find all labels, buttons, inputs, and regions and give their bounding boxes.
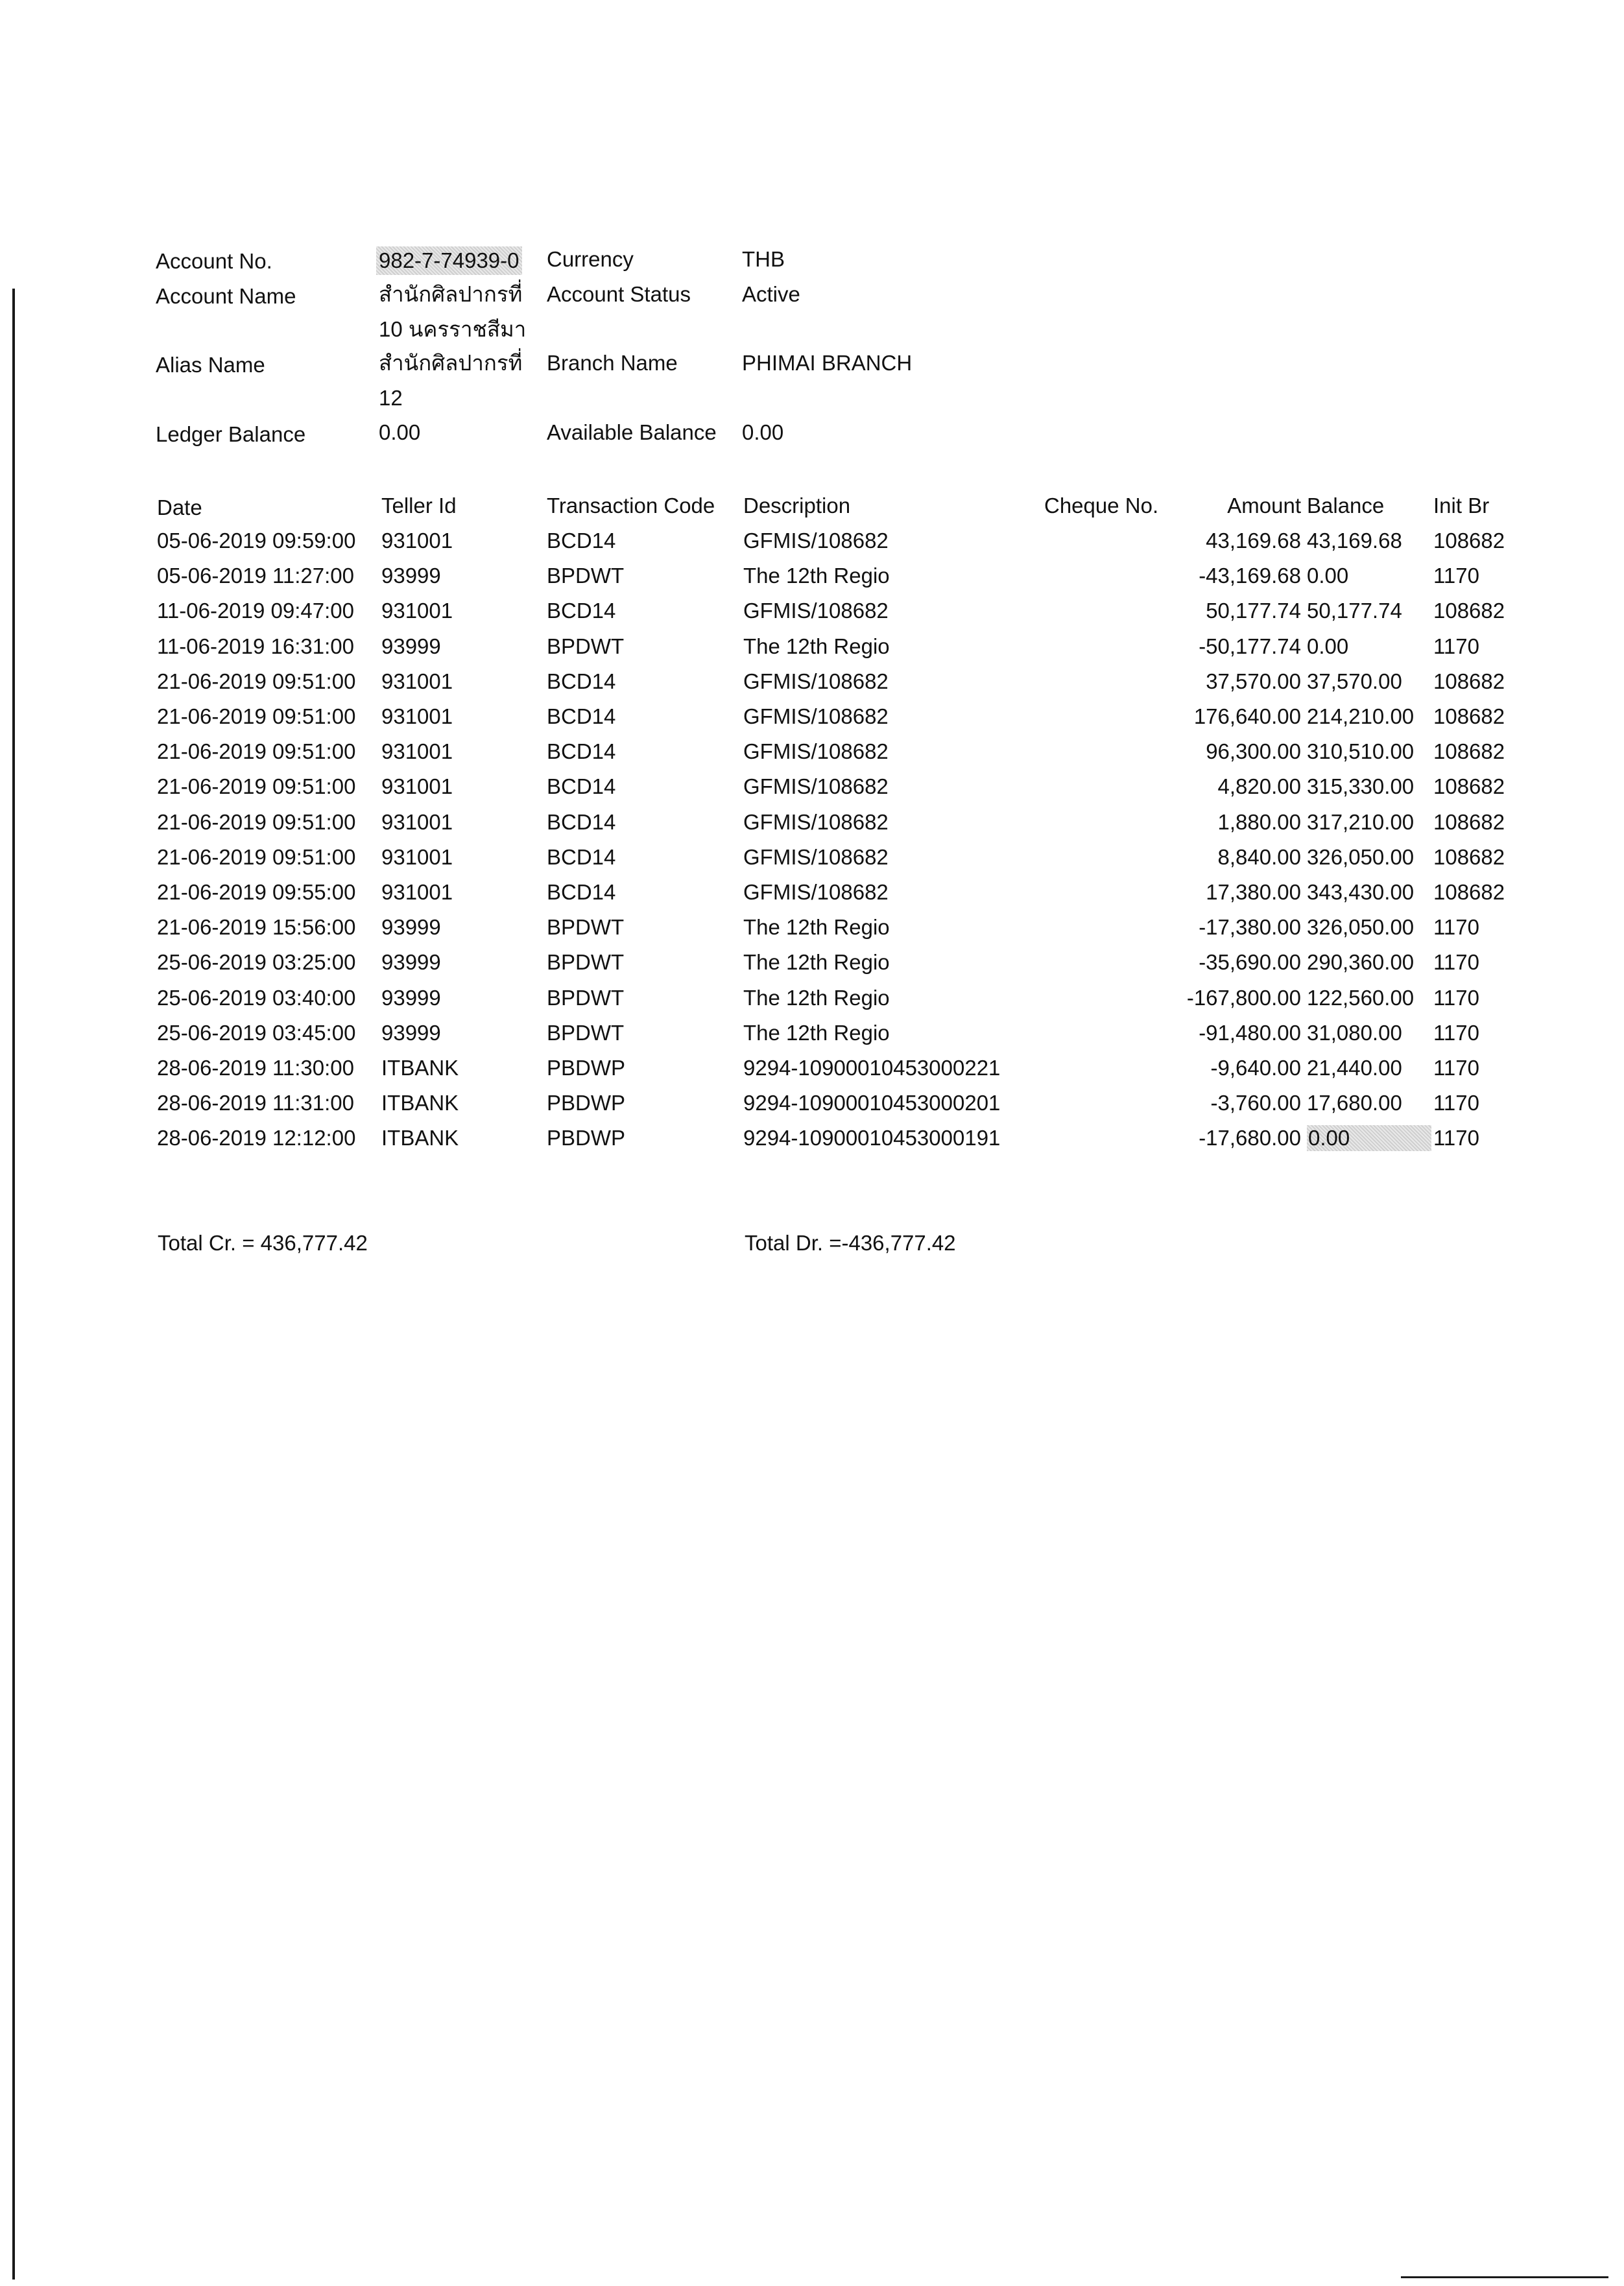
cell-balance: 17,680.00 [1307, 1091, 1402, 1115]
cell-date: 21-06-2019 09:51:00 [157, 669, 356, 693]
cell-transaction-code: PBDWP [547, 1126, 626, 1150]
cell-description: The 12th Regio [743, 915, 890, 940]
account-no-label: Account No. [156, 249, 272, 273]
header-transaction-code: Transaction Code [547, 494, 715, 518]
cell-date: 21-06-2019 15:56:00 [157, 915, 356, 940]
scan-edge-line-left [12, 289, 15, 2280]
cell-transaction-code: BPDWT [547, 1020, 625, 1045]
cell-description: The 12th Regio [743, 564, 890, 588]
ledger-balance-value: 0.00 [379, 420, 421, 444]
cell-balance: 50,177.74 [1307, 599, 1402, 623]
cell-description: GFMIS/108682 [743, 599, 889, 623]
cell-teller-id: 93999 [381, 985, 441, 1010]
branch-name-label: Branch Name [547, 351, 678, 375]
cell-description: 9294-10900010453000191 [743, 1126, 1001, 1150]
cell-date: 21-06-2019 09:51:00 [157, 774, 356, 799]
cell-description: 9294-10900010453000221 [743, 1056, 1001, 1080]
header-teller-id: Teller Id [381, 494, 457, 518]
cell-date: 21-06-2019 09:51:00 [157, 704, 356, 728]
available-balance-label: Available Balance [547, 420, 717, 444]
cell-init-br: 108682 [1433, 739, 1505, 764]
cell-date: 25-06-2019 03:45:00 [157, 1020, 356, 1045]
currency-value: THB [742, 247, 785, 271]
cell-amount: 8,840.00 [1217, 844, 1301, 869]
cell-balance: 214,210.00 [1307, 704, 1415, 728]
cell-init-br: 108682 [1433, 774, 1505, 799]
cell-amount: -9,640.00 [1210, 1056, 1301, 1080]
header-description: Description [743, 494, 851, 518]
cell-balance: 315,330.00 [1307, 774, 1415, 799]
cell-date: 21-06-2019 09:51:00 [157, 739, 356, 764]
cell-amount: -35,690.00 [1199, 950, 1301, 975]
cell-description: The 12th Regio [743, 985, 890, 1010]
cell-description: 9294-10900010453000201 [743, 1091, 1001, 1115]
cell-teller-id: 93999 [381, 564, 441, 588]
cell-description: GFMIS/108682 [743, 844, 889, 869]
cell-description: The 12th Regio [743, 1020, 890, 1045]
cell-description: GFMIS/108682 [743, 669, 889, 693]
cell-date: 28-06-2019 12:12:00 [157, 1126, 356, 1150]
cell-teller-id: 93999 [381, 634, 441, 658]
cell-init-br: 108682 [1433, 880, 1505, 904]
cell-init-br: 108682 [1433, 809, 1505, 834]
cell-teller-id: 931001 [381, 739, 453, 764]
cell-init-br: 1170 [1433, 1126, 1479, 1150]
cell-description: GFMIS/108682 [743, 809, 889, 834]
cell-balance: 317,210.00 [1307, 809, 1415, 834]
header-init-br: Init Br [1433, 494, 1490, 518]
cell-amount: -50,177.74 [1199, 634, 1301, 658]
total-debit: Total Dr. =-436,777.42 [745, 1231, 956, 1255]
cell-balance: 310,510.00 [1307, 739, 1415, 764]
cell-date: 11-06-2019 16:31:00 [157, 634, 354, 658]
cell-balance: 0.00 [1307, 634, 1349, 658]
cell-amount: 50,177.74 [1206, 599, 1301, 623]
cell-description: GFMIS/108682 [743, 774, 889, 799]
cell-balance: 122,560.00 [1307, 985, 1415, 1010]
cell-amount: 37,570.00 [1206, 669, 1301, 693]
cell-date: 11-06-2019 09:47:00 [157, 599, 354, 623]
account-no-value: 982-7-74939-0 [376, 246, 522, 275]
cell-balance: 343,430.00 [1307, 880, 1415, 904]
cell-balance: 37,570.00 [1307, 669, 1402, 693]
cell-teller-id: 93999 [381, 950, 441, 975]
cell-teller-id: 931001 [381, 844, 453, 869]
cell-balance: 326,050.00 [1307, 915, 1415, 940]
cell-init-br: 1170 [1433, 1020, 1479, 1045]
cell-teller-id: 931001 [381, 529, 453, 553]
cell-teller-id: 93999 [381, 915, 441, 940]
alias-name-line2: 12 [379, 386, 403, 410]
cell-description: GFMIS/108682 [743, 529, 889, 553]
cell-transaction-code: BCD14 [547, 529, 616, 553]
cell-amount: 1,880.00 [1217, 809, 1301, 834]
total-credit: Total Cr. = 436,777.42 [158, 1231, 368, 1255]
alias-name-label: Alias Name [156, 353, 265, 377]
cell-teller-id: ITBANK [381, 1091, 459, 1115]
cell-date: 25-06-2019 03:25:00 [157, 950, 356, 975]
header-cheque-no: Cheque No. [1044, 494, 1159, 518]
branch-name-value: PHIMAI BRANCH [742, 351, 913, 375]
cell-teller-id: ITBANK [381, 1126, 459, 1150]
cell-teller-id: 931001 [381, 669, 453, 693]
cell-teller-id: ITBANK [381, 1056, 459, 1080]
cell-transaction-code: BPDWT [547, 915, 625, 940]
cell-init-br: 108682 [1433, 599, 1505, 623]
cell-transaction-code: BPDWT [547, 634, 625, 658]
cell-teller-id: 931001 [381, 880, 453, 904]
header-date: Date [157, 495, 202, 519]
cell-date: 21-06-2019 09:55:00 [157, 880, 356, 904]
cell-description: GFMIS/108682 [743, 880, 889, 904]
cell-date: 05-06-2019 11:27:00 [157, 564, 354, 588]
cell-amount: -43,169.68 [1199, 564, 1301, 588]
account-status-label: Account Status [547, 282, 691, 306]
cell-date: 21-06-2019 09:51:00 [157, 844, 356, 869]
cell-transaction-code: PBDWP [547, 1091, 626, 1115]
cell-amount: 4,820.00 [1217, 774, 1301, 799]
cell-transaction-code: BCD14 [547, 809, 616, 834]
cell-transaction-code: BPDWT [547, 950, 625, 975]
cell-date: 25-06-2019 03:40:00 [157, 985, 356, 1010]
header-amount: Amount [1227, 494, 1301, 518]
header-balance: Balance [1307, 494, 1385, 518]
cell-teller-id: 931001 [381, 704, 453, 728]
cell-init-br: 1170 [1433, 950, 1479, 975]
cell-teller-id: 931001 [381, 599, 453, 623]
cell-teller-id: 93999 [381, 1020, 441, 1045]
cell-teller-id: 931001 [381, 809, 453, 834]
cell-amount: -3,760.00 [1210, 1091, 1301, 1115]
cell-balance: 0.00 [1307, 564, 1349, 588]
cell-date: 05-06-2019 09:59:00 [157, 529, 356, 553]
cell-teller-id: 931001 [381, 774, 453, 799]
account-status-value: Active [742, 282, 800, 306]
cell-description: GFMIS/108682 [743, 739, 889, 764]
cell-amount: 96,300.00 [1206, 739, 1301, 764]
cell-date: 21-06-2019 09:51:00 [157, 809, 356, 834]
cell-amount: -91,480.00 [1199, 1020, 1301, 1045]
cell-balance: 0.00 [1307, 1125, 1431, 1151]
cell-transaction-code: BPDWT [547, 564, 625, 588]
cell-transaction-code: BCD14 [547, 844, 616, 869]
cell-transaction-code: BCD14 [547, 774, 616, 799]
alias-name-line1: สำนักศิลปากรที่ [379, 351, 523, 375]
cell-balance: 21,440.00 [1307, 1056, 1402, 1080]
cell-amount: -17,680.00 [1199, 1126, 1301, 1150]
cell-init-br: 108682 [1433, 704, 1505, 728]
cell-transaction-code: BCD14 [547, 599, 616, 623]
cell-date: 28-06-2019 11:31:00 [157, 1091, 354, 1115]
cell-date: 28-06-2019 11:30:00 [157, 1056, 354, 1080]
cell-balance: 43,169.68 [1307, 529, 1402, 553]
cell-amount: -17,380.00 [1199, 915, 1301, 940]
scan-edge-line-bottom [1401, 2276, 1608, 2278]
cell-description: GFMIS/108682 [743, 704, 889, 728]
cell-init-br: 1170 [1433, 1056, 1479, 1080]
cell-transaction-code: BCD14 [547, 704, 616, 728]
cell-description: The 12th Regio [743, 634, 890, 658]
cell-balance: 290,360.00 [1307, 950, 1415, 975]
cell-transaction-code: BPDWT [547, 985, 625, 1010]
cell-init-br: 1170 [1433, 915, 1479, 940]
cell-amount: 43,169.68 [1206, 529, 1301, 553]
cell-amount: 176,640.00 [1193, 704, 1301, 728]
cell-description: The 12th Regio [743, 950, 890, 975]
cell-transaction-code: BCD14 [547, 669, 616, 693]
cell-amount: -167,800.00 [1186, 985, 1301, 1010]
cell-init-br: 108682 [1433, 669, 1505, 693]
account-name-line1: สำนักศิลปากรที่ [379, 282, 523, 306]
cell-transaction-code: BCD14 [547, 880, 616, 904]
cell-amount: 17,380.00 [1206, 880, 1301, 904]
currency-label: Currency [547, 247, 634, 271]
cell-init-br: 108682 [1433, 529, 1505, 553]
cell-init-br: 1170 [1433, 985, 1479, 1010]
cell-init-br: 1170 [1433, 634, 1479, 658]
cell-init-br: 108682 [1433, 844, 1505, 869]
cell-balance: 326,050.00 [1307, 844, 1415, 869]
account-name-label: Account Name [156, 284, 296, 308]
cell-transaction-code: PBDWP [547, 1056, 626, 1080]
account-name-line2: 10 นครราชสีมา [379, 317, 527, 341]
cell-init-br: 1170 [1433, 1091, 1479, 1115]
available-balance-value: 0.00 [742, 420, 784, 444]
ledger-balance-label: Ledger Balance [156, 422, 306, 446]
cell-init-br: 1170 [1433, 564, 1479, 588]
cell-balance: 31,080.00 [1307, 1020, 1402, 1045]
cell-transaction-code: BCD14 [547, 739, 616, 764]
